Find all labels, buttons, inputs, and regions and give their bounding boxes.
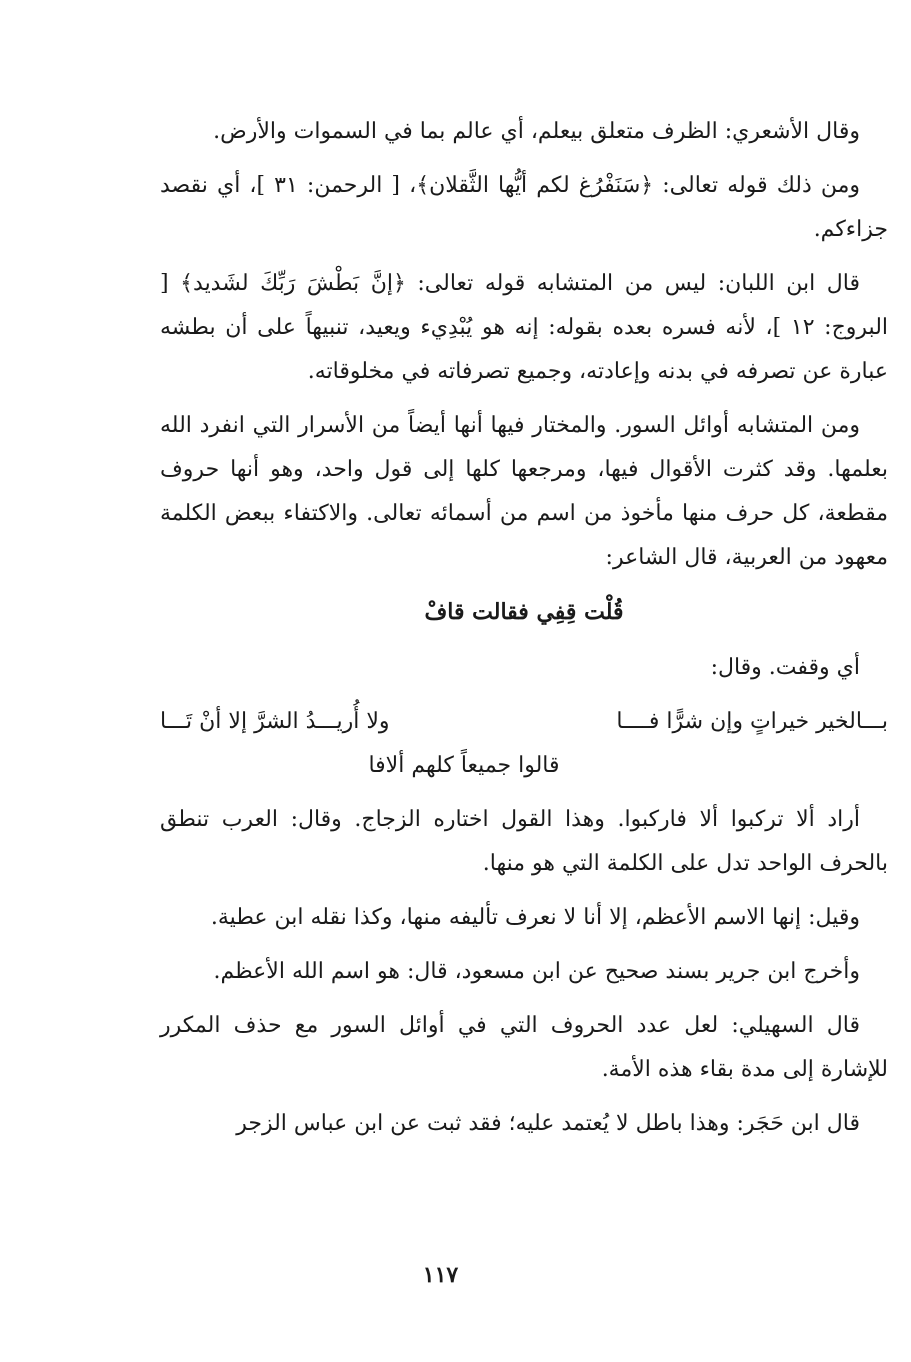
paragraph-zajjaj: أراد ألا تركبوا ألا فاركبوا. وهذا القول اختاره الزجاج. وقال: العرب تنطق بالحرف الواحد تدل على الكلمة التي هو منها. [160, 807, 888, 876]
page-number: ١١٧ [422, 1262, 459, 1288]
poem [160, 700, 888, 788]
paragraph-suhayli: قال السهيلي: لعل عدد الحروف التي في أوائل السور مع حذف المكرر للإشارة إلى مدة بقاء هذه الأمة. [160, 1013, 888, 1082]
verse-qult-qifi: قُلْت قِفِي فقالت قافْ [424, 599, 624, 625]
paragraph-ay-waqaft: أي وقفت. وقال: [710, 655, 860, 680]
paragraph-ibn-hajar: قال ابن حَجَر: وهذا باطل لا يُعتمد عليه؛ فقد ثبت عن ابن عباس الزجر [236, 1111, 860, 1136]
paragraph-sanafrugh: ومن ذلك قوله تعالى: ﴿سَنَفْرُغ لكم أيُّها الثَّقلان﴾، [ الرحمن: ٣١ ]، أي نقصد جزاءكم. [160, 173, 888, 242]
page-body [160, 110, 888, 1156]
paragraph-ism-azam: وقيل: إنها الاسم الأعظم، إلا أنا لا نعرف تأليفه منها، وكذا نقله ابن عطية. [210, 905, 860, 930]
poem-hemistich-right: بـــالخير خيراتٍ وإن شرًّا فــــا [616, 709, 888, 734]
paragraph-ibn-jarir: وأخرج ابن جرير بسند صحيح عن ابن مسعود، قال: هو اسم الله الأعظم. [213, 959, 860, 984]
poem-line-1 [160, 700, 888, 744]
poem-line-2: قالوا جميعاً كلهم ألافا [368, 753, 560, 778]
paragraph-ibn-allabban: قال ابن اللبان: ليس من المتشابه قوله تعالى: ﴿إنَّ بَطْشَ رَبِّكَ لشَديد﴾ [ البروج: ١٢ ]، لأنه فسره بعده بقوله: إنه هو يُبْدِيء ويعيد، تنبيهاً على أن بطشه عبارة عن تصرفه في بدنه وإعادته، وجميع تصرفاته في مخلوقاته. [160, 271, 889, 384]
paragraph-mutashabih: ومن المتشابه أوائل السور. والمختار فيها أنها أيضاً من الأسرار التي انفرد الله بعلمها. وقد كثرت الأقوال فيها، ومرجعها كلها إلى قول واحد، وهو أنها حروف مقطعة، كل حرف منها مأخوذ من اسم من أسمائه تعالى. والاكتفاء ببعض الكلمة معهود من العربية، قال الشاعر: [160, 413, 888, 570]
poem-hemistich-left: ولا أُريـــدُ الشرَّ إلا أنْ تَـــا [160, 709, 390, 734]
paragraph-ashari: وقال الأشعري: الظرف متعلق بيعلم، أي عالم بما في السموات والأرض. [213, 119, 860, 144]
